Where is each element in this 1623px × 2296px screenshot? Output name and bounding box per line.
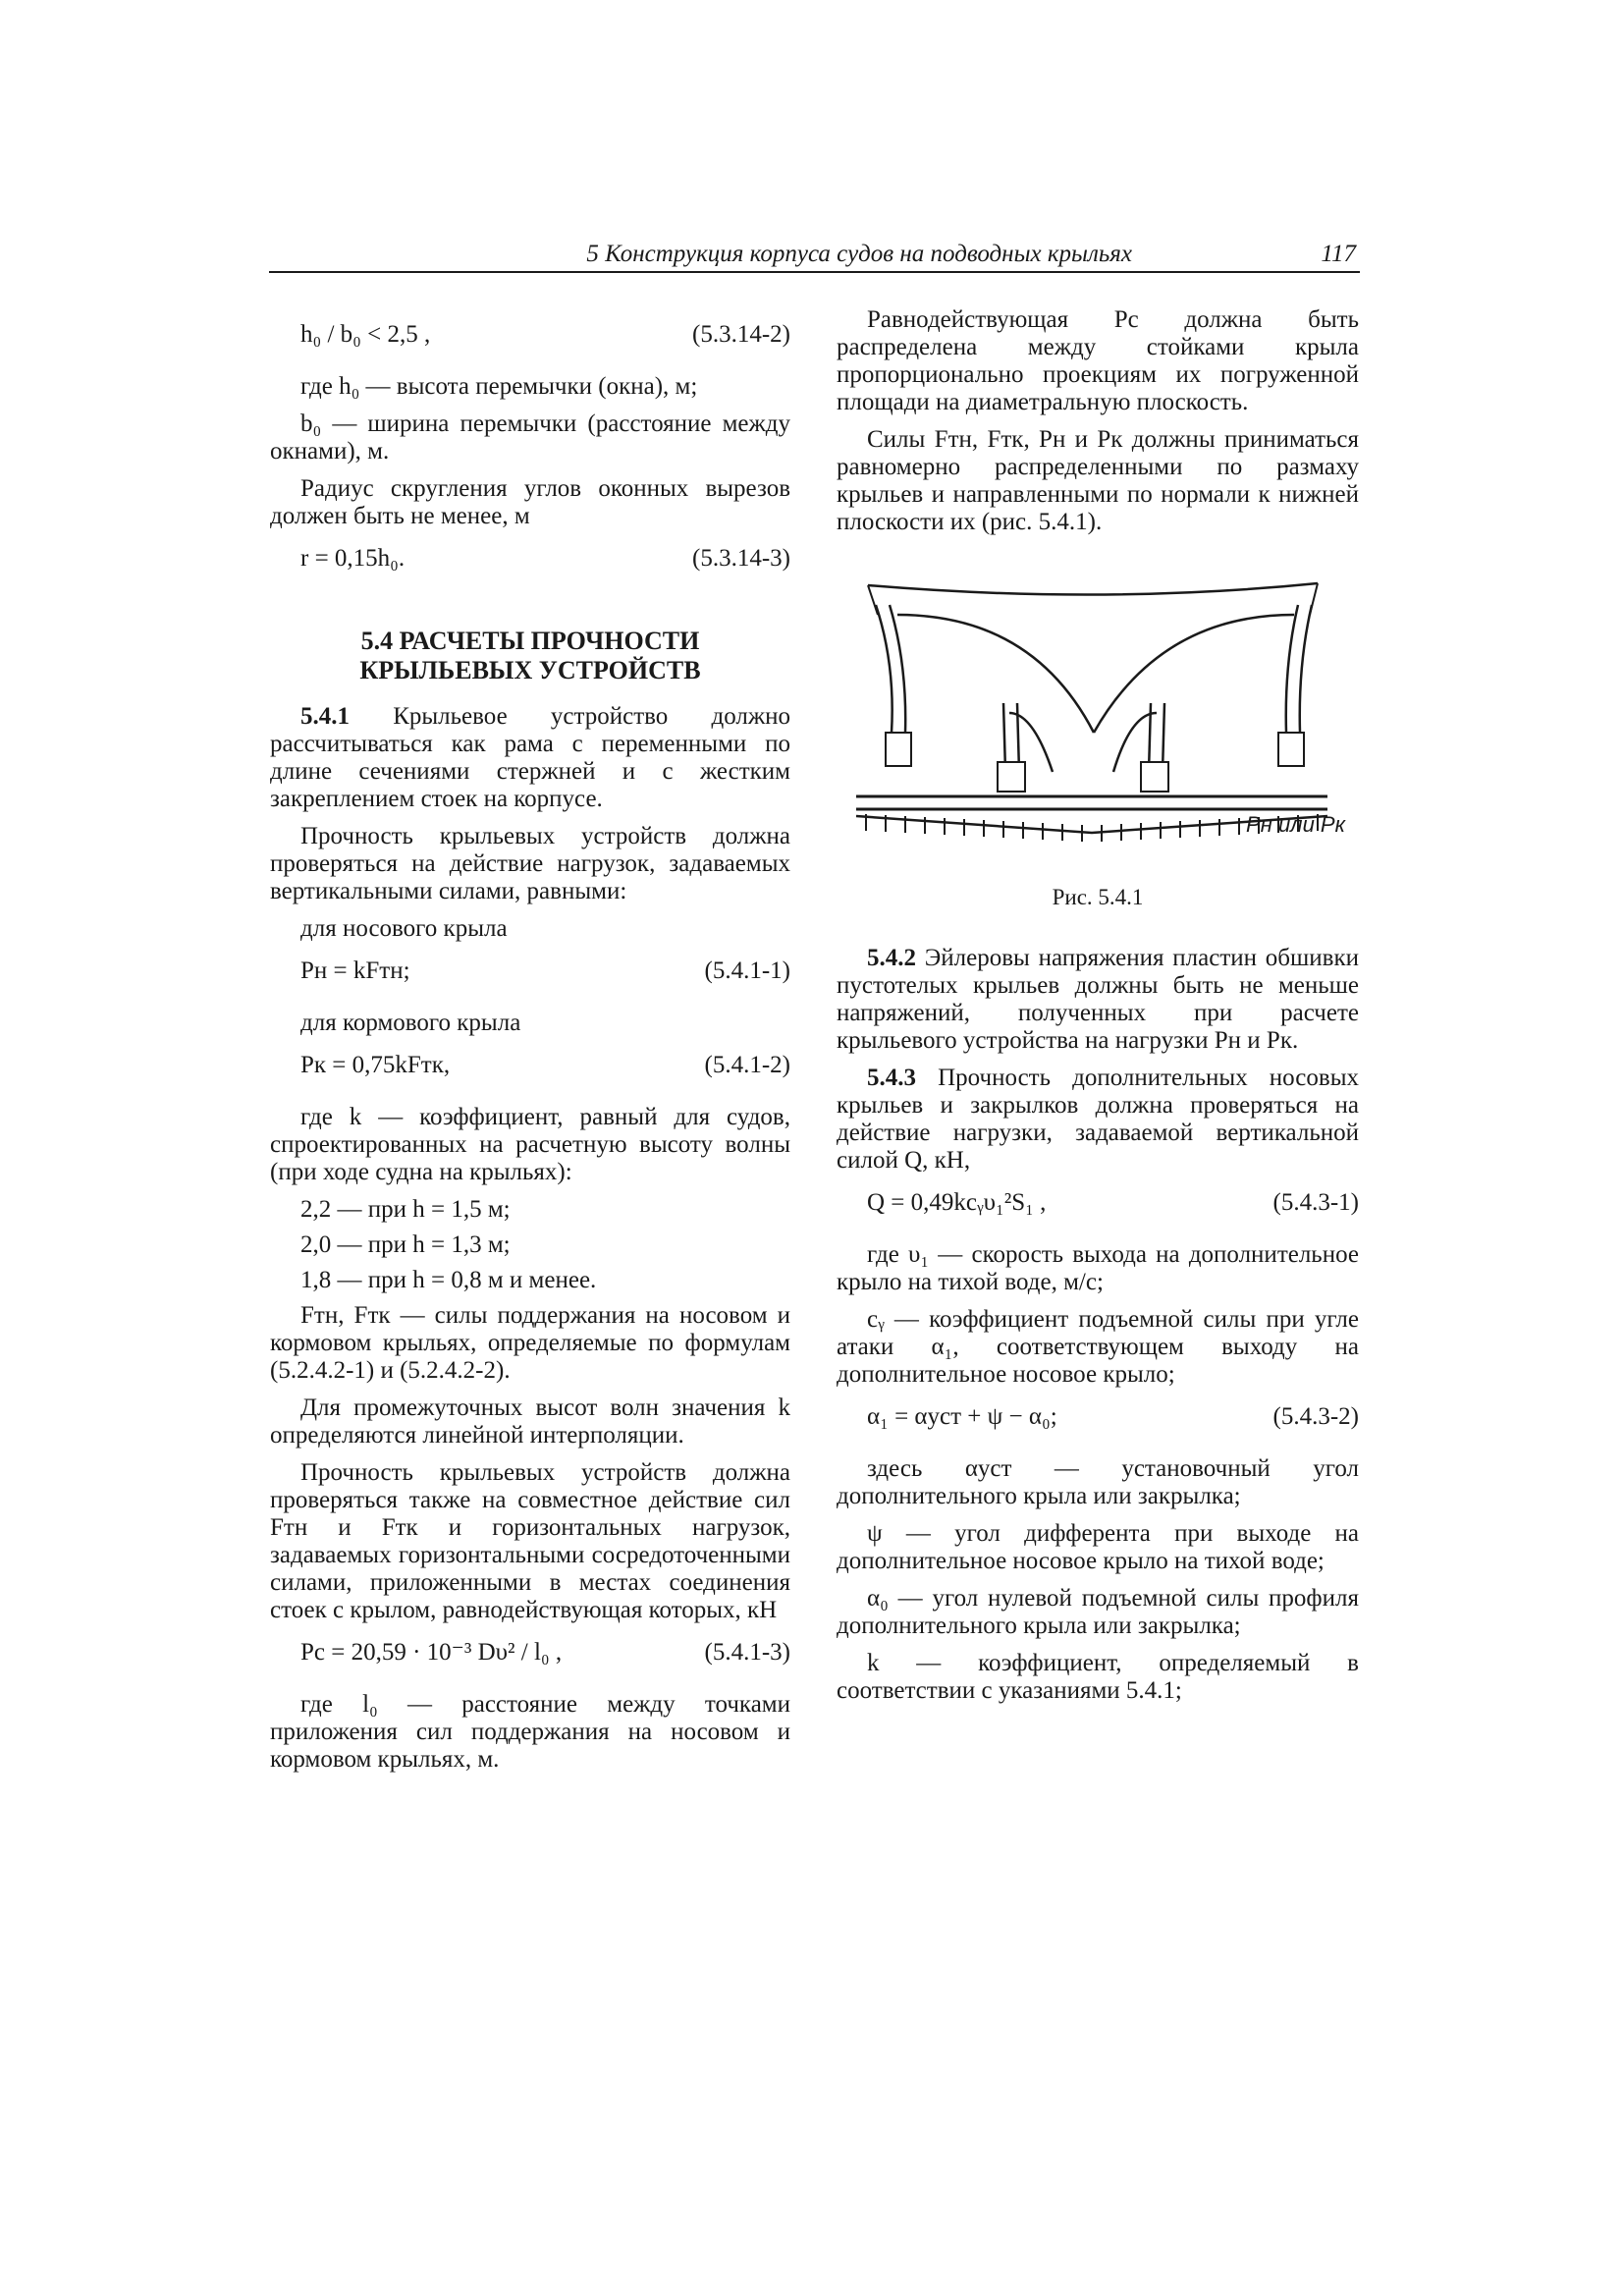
psi-definition: ψ — угол дифферента при выходе на дополнительное носовое крыло на тихой воде;	[837, 1520, 1359, 1574]
formula-5-4-3-2	[837, 1402, 1359, 1432]
clause-text: Прочность дополнительных носовых крыльев и закрылков должна проверяться на действие нагрузки, задаваемой вертикальной силой Q, кН,	[837, 1065, 1359, 1174]
cy-definition: cᵧ — коэффициент подъемной силы при угле атаки α₁, соответствующем выходу на дополнительное носовое крыло;	[837, 1306, 1359, 1388]
ftn-definition: Fтн, Fтк — силы поддержания на носовом и кормовом крыльях, определяемые по формулам (5.2.4.2-1) и (5.2.4.2-2).	[270, 1302, 790, 1384]
formula-number: (5.4.3-2)	[1272, 1403, 1359, 1430]
k-value-2: 2,0 — при h = 1,3 м;	[300, 1231, 511, 1258]
formula-5-4-3-1	[837, 1188, 1359, 1218]
where-v1: где υ₁ — скорость выхода на дополнительное крыло на тихой воде, м/с;	[837, 1241, 1359, 1295]
heading-line-1: 5.4 РАСЧЕТЫ ПРОЧНОСТИ	[360, 627, 700, 655]
clause-number: 5.4.1	[300, 703, 350, 730]
struts	[876, 605, 1312, 772]
section-heading-5-4	[270, 627, 790, 685]
formula-expression: Pн = kFтн;	[300, 957, 410, 984]
formula-expression: r = 0,15h₀.	[300, 545, 406, 572]
where-h0: где h₀ — высота перемычки (окна), м;	[300, 373, 698, 400]
clause-text: Крыльевое устройство должно рассчитываться как рама с переменными по длине сечениями стержней и с жестким закреплением стоек на корпусе.	[270, 703, 790, 812]
formula-number: (5.3.14-3)	[692, 545, 790, 572]
formula-number: (5.4.1-3)	[704, 1639, 790, 1666]
left-column	[270, 306, 790, 1783]
formula-5-3-14-3	[270, 544, 790, 574]
formula-number: (5.3.14-2)	[692, 321, 790, 348]
paragraph-5-4-3	[837, 1065, 1359, 1175]
paragraph-5-4-2	[837, 945, 1359, 1055]
formula-expression: Pc = 20,59 · 10⁻³ Dυ² / l₀ ,	[300, 1639, 563, 1666]
strength-text: Прочность крыльевых устройств должна проверяться на действие нагрузок, задаваемых вертикальными силами, равными:	[270, 823, 790, 904]
right-column	[837, 306, 1359, 1715]
b0-definition: b₀ — ширина перемычки (расстояние между окнами), м.	[270, 410, 790, 465]
hull-line	[868, 583, 1318, 595]
k-value-1: 2,2 — при h = 1,5 м;	[300, 1196, 511, 1223]
bow-label: для носового крыла	[300, 915, 508, 942]
formula-number: (5.4.3-1)	[1272, 1189, 1359, 1216]
formula-number: (5.4.1-2)	[704, 1052, 790, 1078]
figure-5-4-1	[837, 575, 1359, 870]
interpolation-text: Для промежуточных высот волн значения k определяются линейной интерполяции.	[270, 1394, 790, 1449]
formula-expression: Q = 0,49kcᵧυ₁²S₁ ,	[867, 1189, 1047, 1216]
radius-text: Радиус скругления углов оконных вырезов должен быть не менее, м	[270, 475, 790, 529]
heading-line-2: КРЫЛЬЕВЫХ УСТРОЙСТВ	[359, 656, 701, 684]
figure-load-label: Pн или Pк	[1246, 812, 1345, 837]
formula-5-4-1-1	[270, 957, 790, 986]
resultant-text: Равнодействующая Pc должна быть распределена между стойками крыла пропорционально проекциям их погруженной площади на диаметральную плоскость.	[837, 306, 1359, 415]
formula-5-4-1-3	[270, 1638, 790, 1667]
page-number: 117	[1321, 241, 1356, 267]
page-header	[269, 240, 1360, 273]
formula-expression: h₀ / b₀ < 2,5 ,	[300, 321, 431, 348]
figure-caption: Рис. 5.4.1	[1052, 885, 1144, 909]
combined-action-text: Прочность крыльевых устройств должна проверяться также на совместное действие сил Fтн и Fтк и горизонтальных нагрузок, задаваемых горизонтальными сосредоточенными силами, приложенными в местах соединения стоек с крылом, равнодействующая которых, кН	[270, 1459, 790, 1623]
formula-number: (5.4.1-1)	[704, 957, 790, 984]
clause-number: 5.4.2	[867, 945, 916, 971]
paragraph-5-4-1	[270, 703, 790, 813]
k-definition: k — коэффициент, определяемый в соответствии с указаниями 5.4.1;	[837, 1650, 1359, 1704]
forces-text: Силы Fтн, Fтк, Pн и Pк должны приниматься равномерно распределенными по размаху крыльев и направленными по нормали к нижней плоскости их (рис. 5.4.1).	[837, 426, 1359, 535]
k-value-3: 1,8 — при h = 0,8 м и менее.	[300, 1267, 597, 1293]
here-alpha: здесь αуст — установочный угол дополнительного крыла или закрылка;	[837, 1455, 1359, 1509]
where-l0: где l₀ — расстояние между точками приложения сил поддержания на носовом и кормовом крыльях, м.	[270, 1691, 790, 1773]
alpha0-definition: α₀ — угол нулевой подъемной силы профиля дополнительного крыла или закрылка;	[837, 1585, 1359, 1639]
formula-expression: α₁ = αуст + ψ − α₀;	[867, 1403, 1057, 1430]
formula-5-3-14-2	[270, 320, 790, 350]
formula-expression: Pк = 0,75kFтк,	[300, 1052, 451, 1078]
stern-label: для кормового крыла	[300, 1010, 521, 1036]
clause-number: 5.4.3	[867, 1065, 916, 1091]
where-k: где k — коэффициент, равный для судов, спроектированных на расчетную высоту волны (при ходе судна на крыльях):	[270, 1104, 790, 1185]
running-title: 5 Конструкция корпуса судов на подводных крыльях	[586, 241, 1132, 267]
formula-5-4-1-2	[270, 1051, 790, 1080]
clause-text: Эйлеровы напряжения пластин обшивки пустотелых крыльев должны быть не меньше напряжений, полученных при расчете крыльевого устройства на нагрузки Pн и Pк.	[837, 945, 1359, 1054]
